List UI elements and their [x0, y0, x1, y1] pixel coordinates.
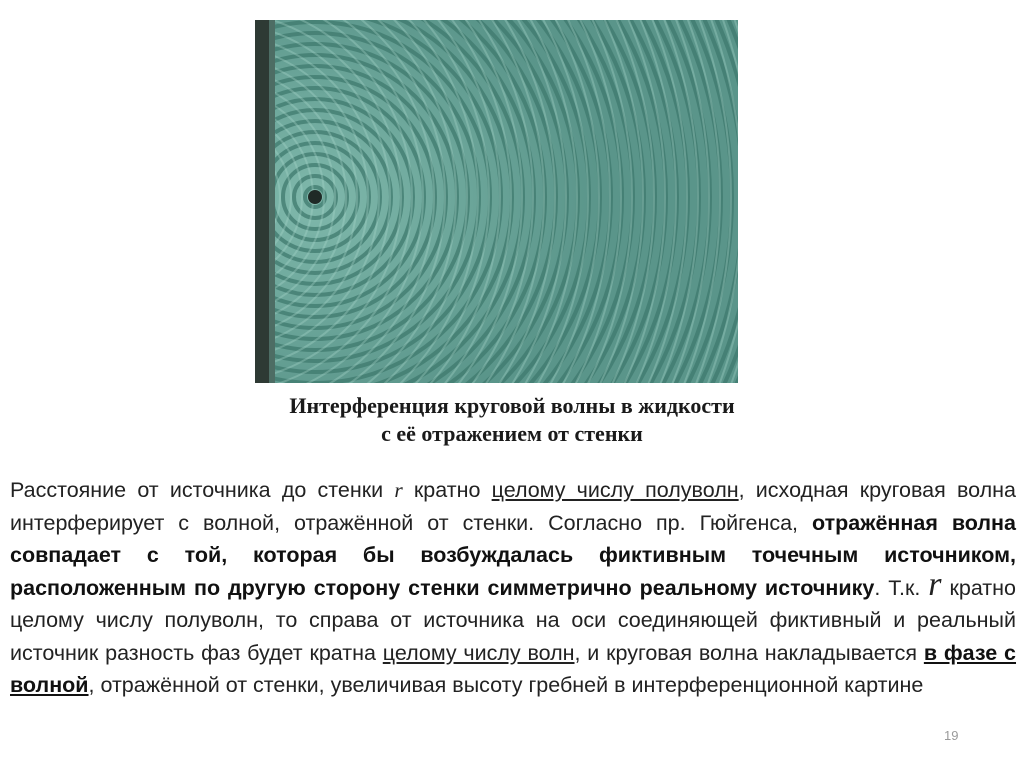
text-segment: и круговая волна накладывается: [580, 640, 924, 665]
text-segment: . Т.к.: [874, 575, 929, 600]
page-number: 19: [944, 728, 959, 743]
wave-interference-photo: [255, 20, 738, 383]
caption-line-1: Интерференция круговой волны в жидкости: [289, 393, 735, 418]
underlined-half-waves: целому числу полуволн: [491, 478, 739, 502]
text-segment: кратно целому числу полуволн, то справа от источника на оси соединяющей фиктивный и реальный источник разность фаз будет кратна: [10, 575, 1016, 665]
underlined-whole-waves: целому числу волн,: [382, 640, 581, 665]
text-segment: кратно: [402, 478, 492, 502]
caption-line-2: с её отражением от стенки: [381, 421, 643, 446]
variable-r: r: [394, 478, 403, 502]
bold-huygens-statement: отражённая волна совпадает с той, которая бы возбуждалась фиктивным точечным источником, расположенным по другую сторону стенки симметрично реальному источнику: [10, 510, 1016, 600]
explanation-paragraph: [10, 474, 1016, 702]
text-segment: , исходная круговая волна интерферирует с волной, отражённой от стенки. Согласно пр. Гюйгенса,: [10, 478, 1016, 535]
wave-pattern-image: [255, 20, 738, 383]
variable-r-large: r: [928, 565, 942, 603]
text-segment: Расстояние от источника до стенки: [10, 478, 395, 502]
bold-underlined-in-phase: в фазе с волной: [10, 640, 1017, 697]
figure-caption: [0, 392, 1024, 448]
text-segment: , отражённой от стенки, увеличивая высоту гребней в интерференционной картине: [88, 673, 924, 697]
